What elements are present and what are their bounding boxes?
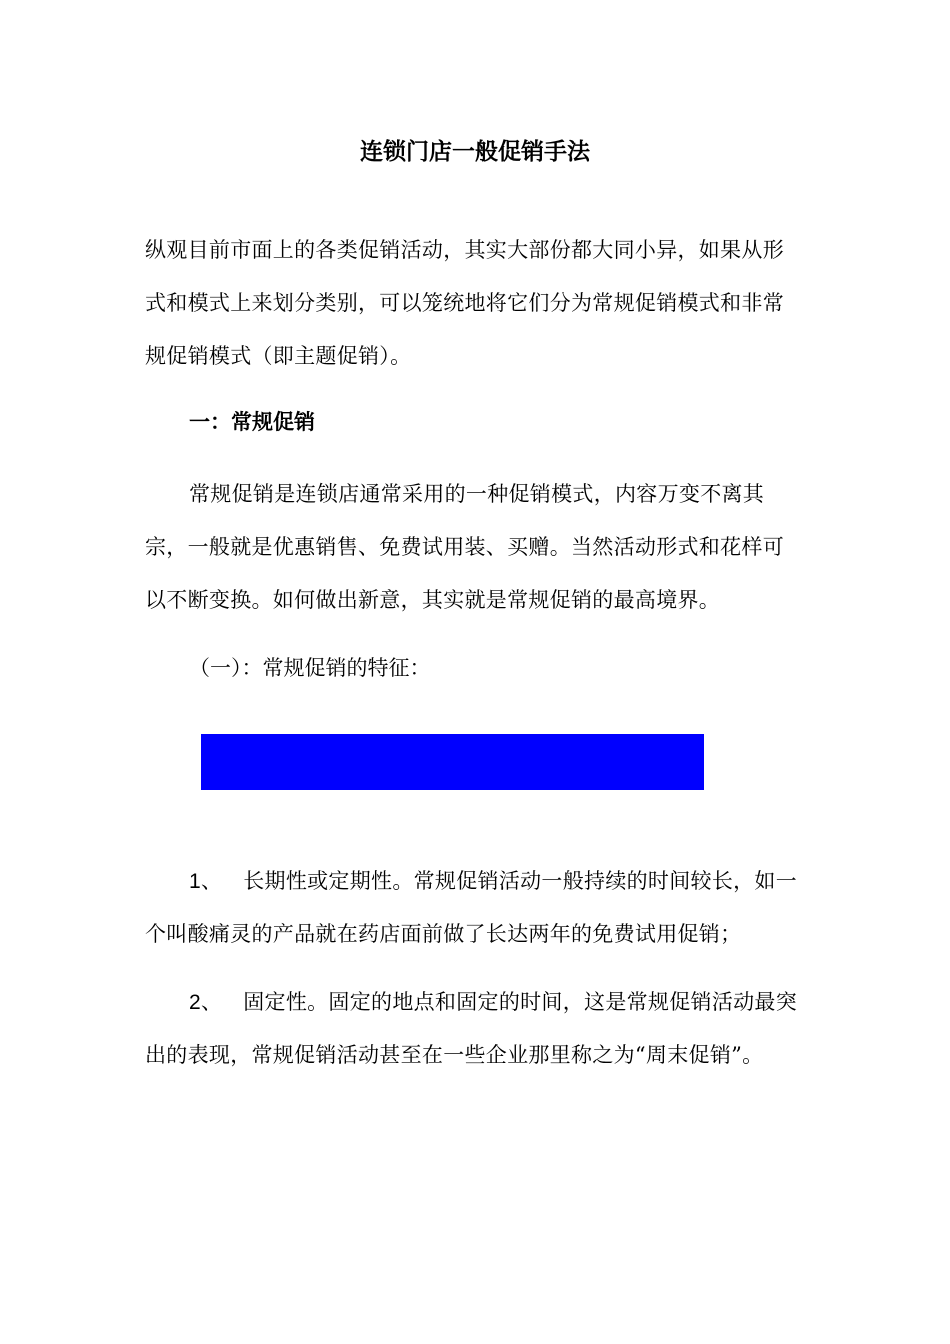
list-item-2-number: 2、 <box>189 991 223 1014</box>
section-heading-regular-promotion: 一：常规促销 <box>189 410 315 434</box>
list-item-1-number: 1、 <box>189 870 223 893</box>
list-item-2-text: 固定性。固定的地点和固定的时间，这是常规促销活动最突出的表现，常规促销活动甚至在一些企业那里称之为“周末促销”。 <box>145 990 798 1067</box>
intro-paragraph: 纵观目前市面上的各类促销活动，其实大部份都大同小异，如果从形式和模式上来划分类别，可以笼统地将它们分为常规促销模式和非常规促销模式（即主题促销）。 <box>145 238 784 368</box>
list-item-2 <box>145 976 805 1082</box>
subsection-heading-features: （一）：常规促销的特征： <box>189 656 431 680</box>
list-item-1 <box>145 855 805 961</box>
section-body-paragraph: 常规促销是连锁店通常采用的一种促销模式，内容万变不离其宗，一般就是优惠销售、免费试用装、买赠。当然活动形式和花样可以不断变换。如何做出新意，其实就是常规促销的最高境界。 <box>145 482 784 612</box>
blue-bar-block <box>201 734 704 790</box>
document-title: 连锁门店一般促销手法 <box>360 139 590 165</box>
list-item-1-text: 长期性或定期性。常规促销活动一般持续的时间较长，如一个叫酸痛灵的产品就在药店面前做了长达两年的免费试用促销； <box>145 869 798 946</box>
